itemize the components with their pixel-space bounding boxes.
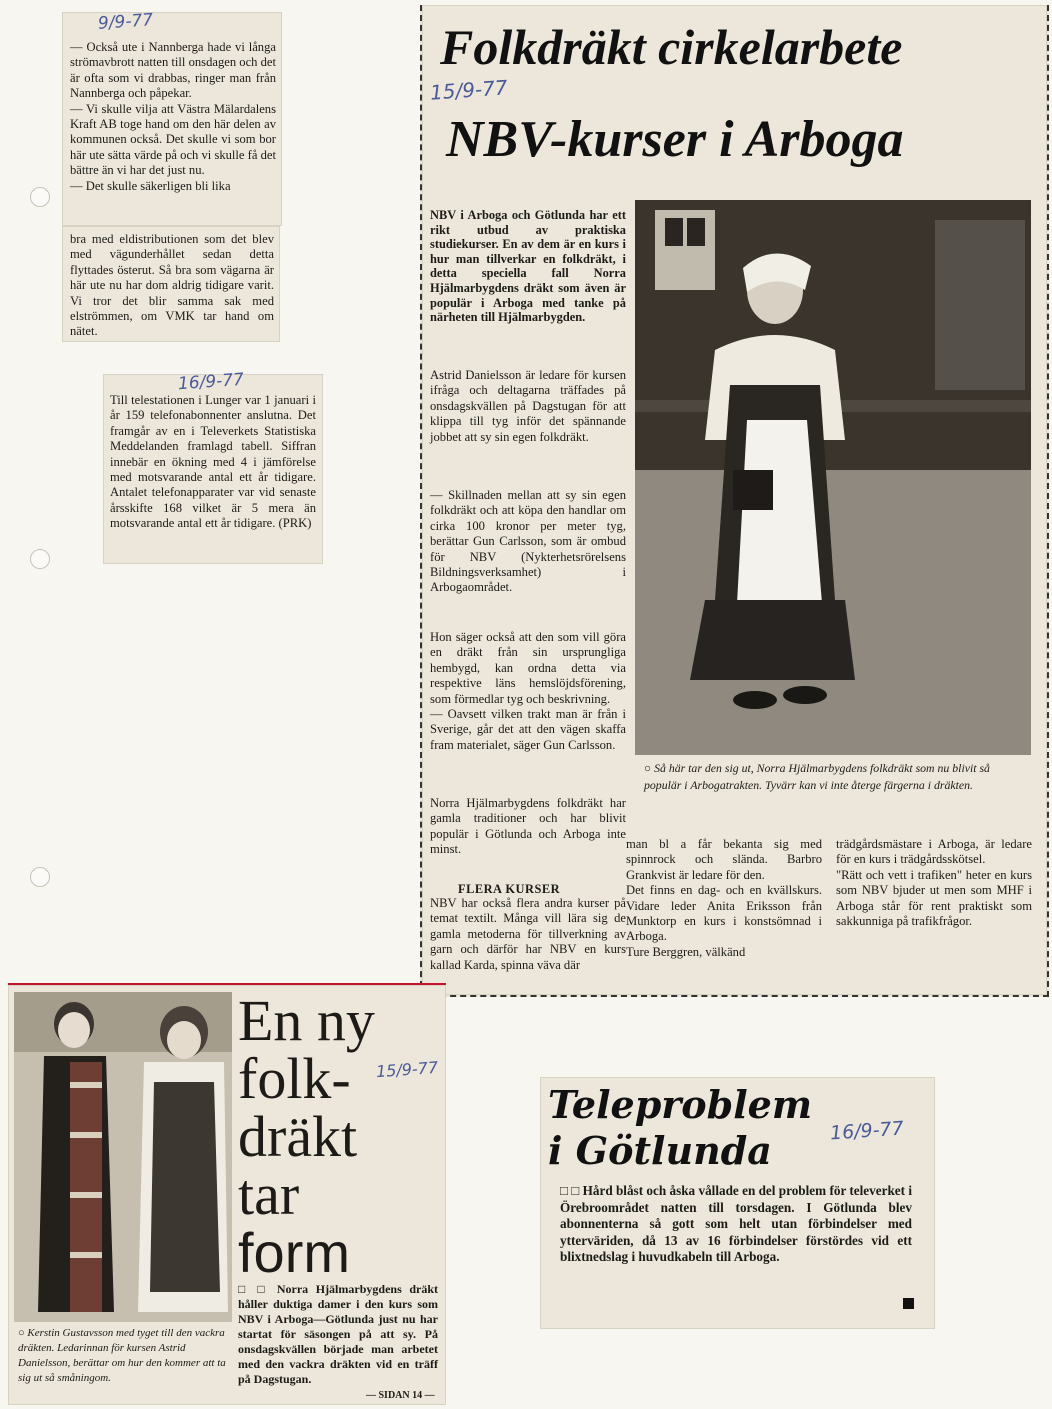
headline-line: En ny (238, 988, 375, 1053)
binder-hole (30, 187, 50, 207)
article-paragraph: Norra Hjälmarbygdens folkdräkt har gamla traditioner och har blivit populär i Götlunda och Arboga inte minst. (430, 796, 626, 857)
article-paragraph: — Skillnaden mellan att sy sin egen folkdräkt och att köpa den handlar om cirka 100 kronor per meter tyg, berättar Gun Carlsson, som är ombud för NBV (Nykterhetsrörelsens Bildningsverksamhet) i Arbogaområdet. (430, 488, 626, 595)
handwritten-date: 9/9-77 (97, 10, 154, 34)
article-paragraph: Astrid Danielsson är ledare för kursen ifråga och deltagarna träffades på onsdagskvällen på Dagstugan för att klippa till tyg inför det spännande jobbet att sy sin egen folkdräkt. (430, 368, 626, 444)
article-paragraph: trädgårdsmästare i Arboga, är ledare för en kurs i trädgårdsskötsel. "Rätt och vett i trafiken" heter en kurs som NBV bjuder ut men som MHF i Arboga står för rent praktiskt som sakkunniga på trafikfrågor. (836, 837, 1032, 929)
headline-line: folk- (238, 1046, 351, 1111)
headline-nbv-kurser: NBV-kurser i Arboga (446, 111, 904, 168)
clipping-teleproblem-text: □ □ Hård blåst och åska vållade en del problem för televerket i Örebroområdet natten till torsdagen. I Götlunda blev abonnenterna så gott som helt utan förbindelser med ytterväriden, då 13 av 16 förbindelser förstördes vid ett blixtnedslag i huvudkabeln till Arboga. (560, 1183, 912, 1265)
headline-folkdrakt: Folkdräkt cirkelarbete (440, 19, 903, 75)
headline-line: dräkt (238, 1104, 358, 1169)
headline-i-gotlunda: i Götlunda (548, 1128, 772, 1173)
handwritten-date: 16/9-77 (829, 1117, 905, 1145)
jump-line: — SIDAN 14 — (366, 1390, 435, 1401)
handwritten-date: 16/9-77 (177, 369, 245, 395)
headline-line: form (238, 1221, 350, 1284)
handwritten-date: 15/9-77 (375, 1057, 439, 1082)
photo-folkdrakt (635, 200, 1031, 755)
binder-hole (30, 867, 50, 887)
clipping-folkdrakt-text: □ □ Norra Hjälmarbygdens dräkt håller duktiga damer i den kurs som NBV i Arboga—Götlunda just nu har startat för säsongen på att sy. På onsdagskvällen började man arbetet med den vackra dräkten vid en träff på Dagstugan. (238, 1282, 438, 1386)
photo-folkdrakt-drawing (635, 200, 1031, 755)
headline-en-ny-folkdrakt (238, 988, 438, 1284)
photo-kerstin-astrid-drawing (14, 992, 232, 1322)
clipping-lunger-text: Till telestationen i Lunger var 1 januari i år 159 telefonabonnenter anslutna. Det framgår av en i Televerkets Statistiska Meddelanden framlagd tabell. Siffran innebär en ökning med 4 i jämförelse med motsvarande antal ett år tidigare. Antalet telefonapparater var vid senaste årsskifte 168 vilket är 5 mera än motsvarande antal ett år tidigare. (PRK) (110, 393, 316, 531)
headline-teleproblem: Teleproblem (548, 1082, 813, 1127)
article-lead: NBV i Arboga och Götlunda har ett rikt utbud av praktiska studiekurser. En av dem är en kurs i hur man tillverkar en folkdräkt, i detta speciella fall Norra Hjälmarbygdens dräkt som även är populär i Arboga med tanke på närheten till Hjälmarbygden. (430, 208, 626, 325)
clipping-nannberga-text-top: — Också ute i Nannberga hade vi långa strömavbrott natten till onsdagen och det är ofta som vi drabbas, ringer man från Nannberga och påpekar. — Vi skulle vilja att Västra Mälardalens Kraft AB toge hand om den här delen av kommunen också. Det skulle vi som bor här ute sätta värde på och vi skulle få det bättre än vi har det just nu. — Det skulle säkerligen bli lika (70, 40, 277, 193)
article-paragraph: man bl a får bekanta sig med spinnrock och slända. Barbro Grankvist är ledare för den. Det finns en dag- och en kvällskurs. Vidare leder Anita Eriksson från Munktorp en kurs i konstsömnad i Arboga. Ture Berggren, välkänd (626, 837, 822, 959)
photo-folkdrakt-caption: ○ Så här tar den sig ut, Norra Hjälmarbygdens folkdräkt som nu blivit så populär i Arbogatrakten. Tyvärr kan vi inte återge färgerna i dräkten. (644, 761, 990, 792)
article-paragraph: NBV har också flera andra kurser på temat textilt. Många vill lära sig de gamla metoderna för tillverkning av garn och därför har NBV en kurs kallad Karda, spinna väva där (430, 896, 626, 972)
clipping-nannberga-text-bottom: bra med eldistributionen som det blev med vägunderhållet sedan detta flyttades österut. Så bra som vägarna är här ute nu har dom aldrig tidigare varit. Vi tror det blir samma sak med elströmmen, om VMK tar hand om nätet. (70, 232, 274, 339)
photo-kerstin-caption: ○ Kerstin Gustavsson med tyget till den vackra dräkten. Ledarinnan för kursen Astrid Danielsson, berättar om hur den kommer att ta sig ut så småningom. (18, 1327, 226, 1384)
photo-kerstin-astrid (14, 992, 232, 1322)
binder-hole (30, 549, 50, 569)
article-subhead: FLERA KURSER (458, 882, 561, 896)
headline-line: tar (238, 1162, 300, 1227)
article-paragraph: Hon säger också att den som vill göra en dräkt från sin ursprungliga hembygd, kan ordna detta via respektive läns hemslöjdsförening, som förmedlar tyg och beskrivning. — Oavsett vilken trakt man är från i Sverige, går det att den vägen skaffa fram materialet, säger Gun Carlsson. (430, 630, 626, 752)
handwritten-date: 15/9-77 (429, 75, 509, 105)
end-mark-icon (903, 1298, 914, 1309)
